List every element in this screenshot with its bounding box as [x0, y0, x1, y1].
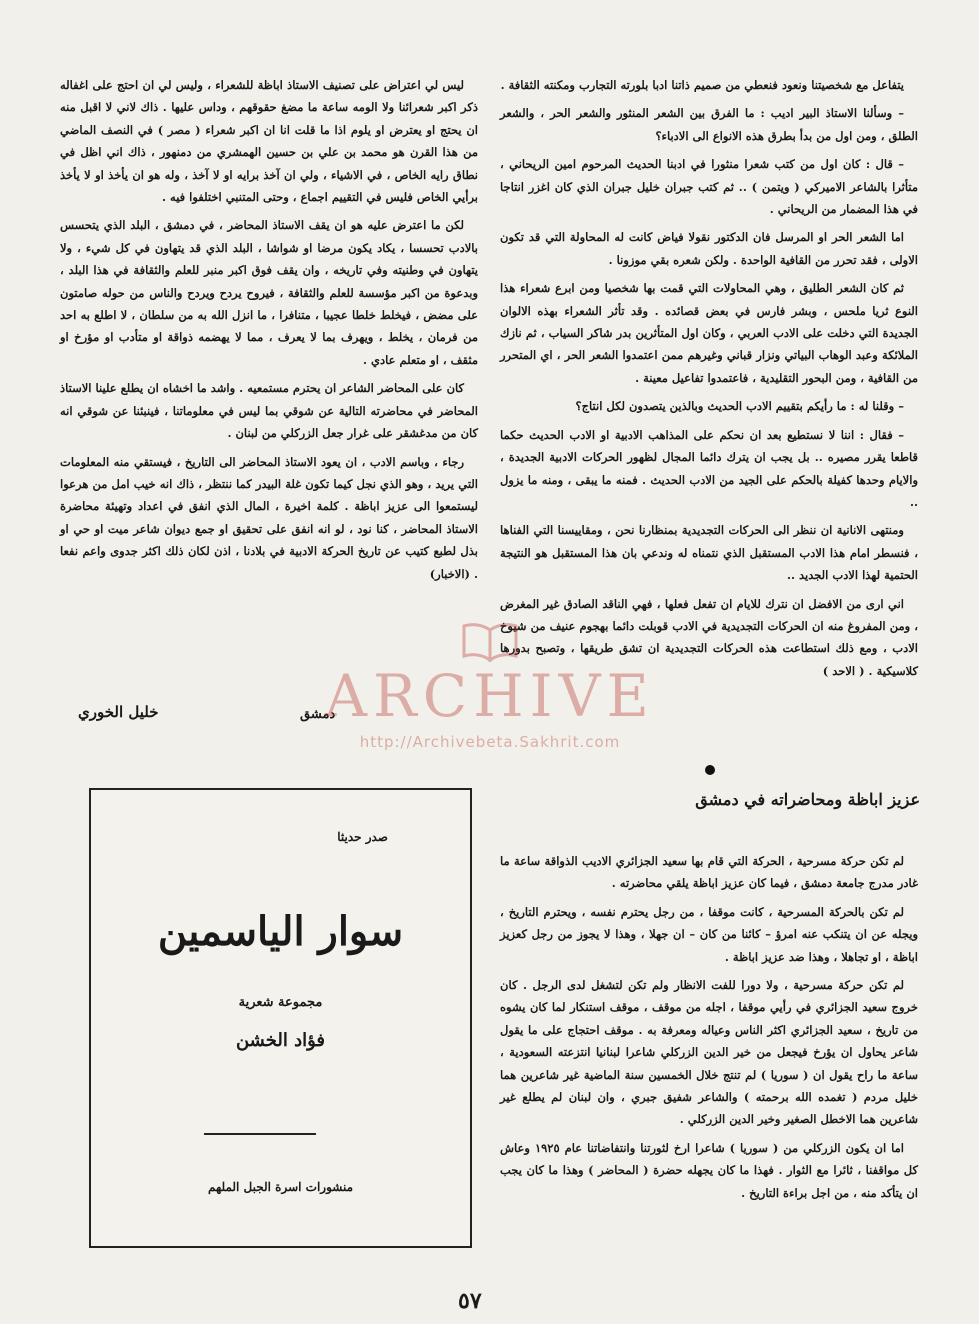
article-body	[500, 850, 918, 1270]
watermark-text: ARCHIVE	[325, 662, 655, 730]
paragraph: لكن ما اعترض عليه هو ان يقف الاستاذ المحاضر ، في دمشق ، البلد الذي يتحسس بالادب تحسسا ، يكاد يكون مرضا او شواشا ، البلد الذي قد يتهاون في كل شيء ، ولا يتهاون في وطنيته وفي تاريخه ، وان يقف فوق اكبر منبر للعلم والثقافة في هذا البلد ، وبدعوة من اكبر مؤسسة للعلم والثقافة ، فيروح يردح ويردح والناس من حوله صامتون على مضض ، فيخلط خلطا عجيبا ، متنافرا ، ما انزل الله به من سلطان ، لا اطلع به احد من فرمان ، يخلط ، ويهرف بما لا يعرف ، مما لا يهضمه ذواقة او متأدب او مؤرخ او مثقف ، او متعلم عادي .	[60, 218, 478, 367]
city-name: دمشق	[300, 707, 336, 722]
right-top-column	[500, 74, 918, 744]
watermark-url: http://Archivebeta.Sakhrit.com	[359, 733, 621, 751]
article-title: عزيز اباظة ومحاضراته في دمشق	[695, 790, 920, 809]
paragraph: رجاء ، وباسم الادب ، ان يعود الاستاذ المحاضر الى التاريخ ، فيستقي منه المعلومات التي يريد ، وهو الذي نجل كيما تكون غلة البيدر كما ننتظر ، ذاك انه خيب امل من هرعوا ليستمعوا الى عزيز اباظة . كلمة اخيرة ، المال الذي انفق في اعداد وتهيئة محاضرة الاستاذ المحاضر ، كنا نود ، لو انه انفق على تحقيق او جمع ديوان شاعر ميت او حي او بذل لطبع كتيب عن تاريخ الحركة الادبية في بلادنا ، اذن لكان ذلك اكثر جدوى واعم نفعا . (الاخبار)	[60, 454, 478, 581]
paragraph: اما الشعر الحر او المرسل فان الدكتور نقولا فياض كانت له المحاولة التي قد تكون الاولى ، فقد تحرر من القافية الواحدة . ولكن شعره بقي موزونا .	[500, 230, 918, 267]
ad-publisher: منشورات اسرة الجبل الملهم	[207, 1180, 354, 1194]
paragraph: لم تكن حركة مسرحية ، ولا دورا للفت الانظار ولم تكن لتشغل لدى الرجل . كان خروج سعيد الجزائري في رأيي موقفا ، اجله من موقف ، موقف استنكار لما كان يشوه من تاريخ ، سعيد الجزائري اكثر الناس وعياله ومعرفة به . موقف احتجاج على ما يقول شاعر يحاول ان يؤرخ فيجعل من خير الدين الزركلي شاعرا لبنانيا انتزعته السعودية ، ساعة ما راح يقول ان ( سوريا ) لم تنتج خلال الخمسين سنة الماضية غير شاعرين هما خليل مردم ( تغمده الله برحمته ) والشاعر شفيق جبري ، وان لبنان لم يطلع غير شاعرين هما الاخطل الصغير وخير الدين الزركلي .	[500, 978, 918, 1127]
left-top-column	[60, 74, 478, 714]
section-bullet	[705, 765, 715, 775]
paragraph: – فقال : اننا لا نستطيع بعد ان نحكم على المذاهب الادبية او الادب الحديث حكما قاطعا يقرر مصيره .. بل يجب ان يترك دائما المجال لظهور الحركات الادبية الجديدة ، والايام وحدها كفيلة بالحكم على الجيد من الادب الحديث . فمنه ما يبقى ، ومنه ما يزول ..	[500, 427, 918, 509]
ad-book-title: سوار الياسمين	[157, 908, 404, 955]
paragraph: ومنتهى الانانية ان ننظر الى الحركات التجديدية بمنظارنا نحن ، ومقاييسنا التي الفناها ، فنسطر امام هذا الادب المستقبل الذي نتمناه له وندعي بان هذا المستقبل هو النتيجة الحتمية لهذا الادب الجديد ..	[500, 523, 918, 583]
page-number: ٥٧	[458, 1288, 482, 1314]
ad-label: صدر حديثا	[337, 830, 388, 844]
paragraph: ثم كان الشعر الطليق ، وهي المحاولات التي قمت بها شخصيا ومن ابرع شعراء هذا النوع ثريا ملحس ، وبشر فارس في بعض قصائده . وقد تأثر الشعراء بهذه الالوان الجديدة التي دخلت على الادب العربي ، وكان اول المتأثرين بدر شاكر السياب ، ثم نازك الملائكة وعبد الوهاب البياتي ونزار قباني وغيرهم ممن اعتمدوا الشعر الحر ، اي المتحرر من القافية ، ومن البحور التقليدية ، فاعتمدوا تفاعيل معينة .	[500, 281, 918, 385]
paragraph: كان على المحاضر الشاعر ان يحترم مستمعيه . واشد ما اخشاه ان يطلع علينا الاستاذ المحاضر في محاضرته التالية عن شوقي بما ليس في معلوماتنا ، فينبئنا عن شوقي انه كان من مدغشقر على غرار جعل الزركلي من لبنان .	[60, 381, 478, 441]
paragraph: لم تكن بالحركة المسرحية ، كانت موقفا ، من رجل يحترم نفسه ، ويحترم التاريخ ، ويجله عن ان يتنكب عنه امرؤ – كائنا من كان – ان جهلا ، وهذا لا يجوز من رجل كعزيز اباظة ، او تجاهلا ، وهذا ضد عزيز اباظة .	[500, 904, 918, 964]
paragraph: – وقلنا له : ما رأيكم بتقييم الادب الحديث وبالذين يتصدون لكل انتاج؟	[575, 399, 904, 414]
paragraph: – قال : كان اول من كتب شعرا منثورا في ادبنا الحديث المرحوم امين الريحاني ، متأثرا بالشاعر الاميركي ( ويتمن ) .. ثم كتب جبران خليل جبران الذي كان اغزر انتاجا في هذا المضمار من الريحاني .	[500, 157, 918, 217]
book-advertisement	[89, 788, 472, 1248]
paragraph: ليس لي اعتراض على تصنيف الاستاذ اباظة للشعراء ، وليس لي ان احتج على اغفاله ذكر اكبر شعرائنا ولا الومه ساعة ما مضغ حقوقهم ، وداس عليها . ذاك لاني لا اقبل منه ان يحتج او يعترض او يلوم اذا ما قلت انا ان اكبر شعراء ( مصر ) في النصف الماضي من هذا القرن هو محمد بن علي بن حسين الهمشري من دمنهور ، ذاك اني اظل في نطاق رايه الخاص ، في الاشياء ، ولي ان آخذ برايه او لا آخذ ، وله هو ان يأخذ او لا يأخذ برأيي الخاص فليس في التقييم اجماع ، وحتى المتنبي اختلفوا فيه .	[60, 78, 478, 205]
author-name: خليل الخوري	[78, 703, 159, 721]
ad-author: فؤاد الخشن	[235, 1030, 326, 1051]
paragraph: – وسألنا الاستاذ البير اديب : ما الفرق بين الشعر المنثور والشعر الحر ، والشعر الطلق ، ومن اول من بدأ بطرق هذه الانواع الى الادباء؟	[500, 106, 918, 143]
paragraph: اني ارى من الافضل ان نترك للايام ان تفعل فعلها ، فهي الناقد الصادق غير المغرض ، ومن المفروغ منه ان الحركات التجديدية في الادب قوبلت دائما بهجوم عنيف من شيوخ الادب ، ومع ذلك استطاعت هذه الحركات التجديدية ان تشق طريقها ، وتصبح بدورها كلاسيكية . ( الاحد )	[500, 596, 918, 678]
paragraph: اما ان يكون الزركلي من ( سوريا ) شاعرا ارخ لثورتنا وانتفاضاتنا عام ١٩٢٥ وعاش كل مواقفنا ، ثائرا مع الثوار . فهذا ما كان يجهله حضرة ( المحاضر ) وهذا ما كان يجب ان يتأكد منه ، من اجل براءة التاريخ .	[500, 1140, 918, 1200]
paragraph: لم تكن حركة مسرحية ، الحركة التي قام بها سعيد الجزائري الاديب الذواقة ساعة ما غادر مدرج جامعة دمشق ، فيما كان عزيز اباظة يلقي محاضرته .	[500, 854, 918, 891]
ad-divider	[204, 1133, 316, 1135]
paragraph: يتفاعل مع شخصيتنا ونعود فنعطي من صميم ذاتنا ادبا بلورته التجارب ومكنته الثقافة .	[500, 78, 904, 92]
ad-subtitle: مجموعة شعرية	[238, 995, 323, 1010]
